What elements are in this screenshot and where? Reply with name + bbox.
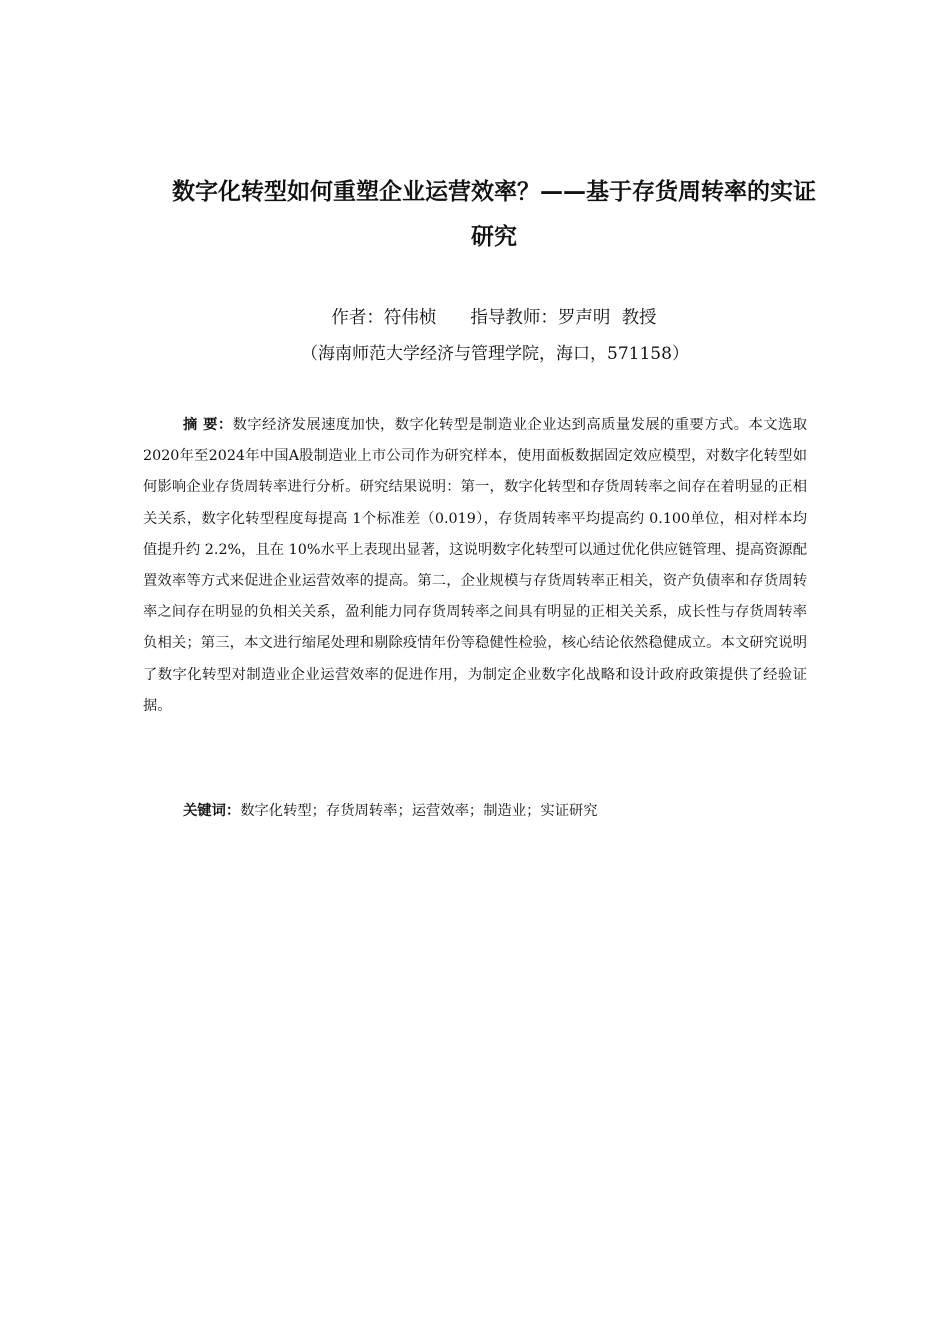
advisor-title: 教授 (621, 308, 657, 328)
author-name: 符伟桢 (383, 308, 437, 328)
abstract (143, 410, 807, 722)
keywords-text: 数字化转型；存货周转率；运营效率；制造业；实证研究 (240, 803, 598, 819)
author-line (0, 304, 950, 332)
abstract-label: 摘 要： (183, 417, 233, 433)
affiliation: （海南师范大学经济与管理学院，海口，571158） (301, 344, 689, 364)
paper-title: 数字化转型如何重塑企业运营效率？——基于存货周转率的实证研究 (172, 179, 816, 250)
author-label: 作者： (331, 308, 384, 328)
advisor-name: 罗声明 (557, 308, 611, 328)
keywords (183, 796, 598, 826)
abstract-text: 数字经济发展速度加快，数字化转型是制造业企业达到高质量发展的重要方式。本文选取2020年至2024年中国A股制造业上市公司作为研究样本，使用面板数据固定效应模型，对数字化转型如何影响企业存货周转率进行分析。研究结果说明：第一，数字化转型和存货周转率之间存在着明显的正相关关系，数字化转型程度每提高 1个标准差（0.019），存货周转率平均提高约 0.100单位，相对样本均值提升约 2.2%，且在 10%水平上表现出显著，这说明数字化转型可以通过优化供应链管理、提高资源配置效率等方式来促进企业运营效率的提高。第二，企业规模与存货周转率正相关，资产负债率和存货周转率之间存在明显的负相关关系，盈利能力同存货周转率之间具有明显的正相关关系，成长性与存货周转率负相关；第三，本文进行缩尾处理和剔除疫情年份等稳健性检验，核心结论依然稳健成立。本文研究说明了数字化转型对制造业企业运营效率的促进作用，为制定企业数字化战略和设计政府政策提供了经验证据。 (143, 417, 807, 714)
advisor-label: 指导教师： (470, 308, 558, 328)
keywords-label: 关键词： (183, 803, 241, 819)
